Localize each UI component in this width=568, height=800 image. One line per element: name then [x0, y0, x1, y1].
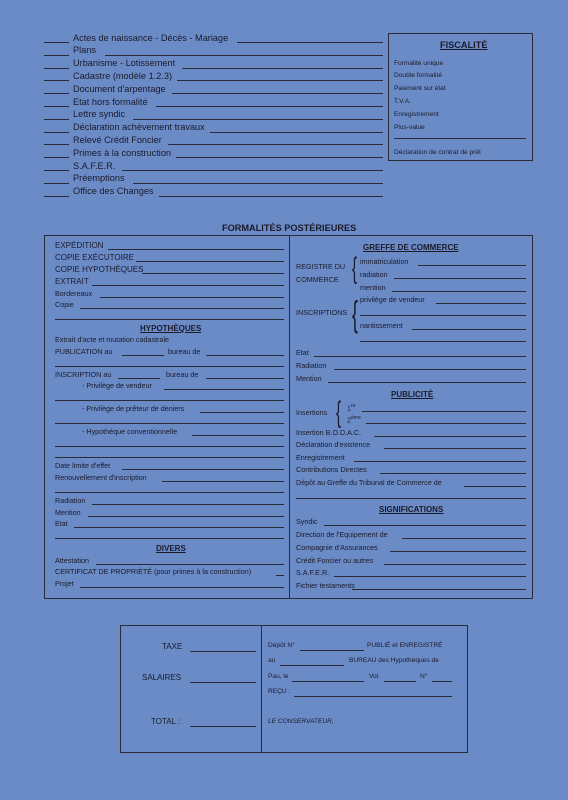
field-blank[interactable] — [142, 273, 284, 274]
field-blank[interactable] — [162, 481, 284, 482]
pau-le-label: Pau, le — [268, 673, 289, 680]
publicite-title: PUBLICITÉ — [391, 390, 434, 399]
field-blank[interactable] — [88, 516, 284, 517]
field-blank[interactable] — [96, 564, 284, 565]
field-blank[interactable] — [352, 589, 526, 590]
checklist-prefix-blank[interactable] — [44, 144, 69, 145]
field-blank[interactable] — [362, 411, 526, 412]
divers-title: DIVERS — [156, 544, 186, 553]
certificat-label: CERTIFICAT DE PROPRIÉTÉ (pour primes à la construction) — [55, 567, 252, 576]
privilege-vendeur-r-label: privilège de vendeur — [360, 295, 425, 304]
field-blank[interactable] — [118, 378, 160, 379]
taxe-label: TAXE — [162, 642, 183, 651]
checklist-fill-blank[interactable] — [182, 68, 383, 69]
field-blank[interactable] — [80, 308, 284, 309]
insertion-2-number: 2 — [347, 415, 351, 425]
field-blank[interactable] — [108, 249, 284, 250]
signification-label: Compagnie d'Assurances — [296, 543, 378, 552]
significations-title: SIGNIFICATIONS — [379, 505, 444, 514]
no-label: N° — [420, 673, 428, 680]
mention-label: Mention — [55, 508, 81, 517]
checklist-item-label: Etat hors formalité — [73, 96, 148, 107]
field-blank[interactable] — [136, 261, 284, 262]
field-blank[interactable] — [122, 355, 164, 356]
field-blank[interactable] — [328, 382, 526, 383]
insertions-label: Insertions — [296, 408, 328, 417]
radiation-sub-label: radiation — [360, 270, 388, 279]
depot-label: Dépôt N° — [268, 642, 295, 649]
bureau-label: bureau de — [168, 347, 201, 356]
field-blank[interactable] — [412, 329, 526, 330]
checklist-fill-blank[interactable] — [122, 170, 383, 171]
signification-label: Crédit Foncier ou autres — [296, 556, 374, 565]
insertion-bodac-label: Insertion B.O.D.A.C. — [296, 428, 362, 437]
checklist-item-label: Actes de naissance - Décès - Mariage — [73, 32, 229, 43]
field-blank[interactable] — [55, 457, 284, 458]
decl-existence-label: Déclaration d'existence — [296, 440, 371, 449]
field-blank[interactable] — [292, 681, 364, 682]
contributions-label: Contributions Directes — [296, 465, 367, 474]
privilege-vendeur-label: - Privilège de vendeur — [82, 381, 152, 390]
checklist-prefix-blank[interactable] — [44, 55, 69, 56]
checklist-fill-blank[interactable] — [159, 196, 383, 197]
field-blank[interactable] — [55, 492, 284, 493]
checklist-prefix-blank[interactable] — [44, 183, 69, 184]
field-blank[interactable] — [294, 696, 452, 697]
greffe-title: GREFFE DE COMMERCE — [363, 243, 459, 252]
left-row-label: COPIE EXÉCUTOIRE — [55, 253, 134, 262]
signification-label: Fichier testaments — [296, 581, 355, 590]
formalites-title: FORMALITÉS POSTÉRIEURES — [222, 223, 357, 233]
field-blank[interactable] — [380, 473, 526, 474]
extrait-acte-label: Extrait d'acte et mutation cadastrale — [55, 335, 170, 344]
inscription-label: INSCRIPTION au — [55, 370, 112, 379]
field-blank[interactable] — [384, 564, 526, 565]
immatriculation-label: immatriculation — [360, 257, 409, 266]
field-blank[interactable] — [55, 538, 284, 539]
field-blank[interactable] — [366, 423, 526, 424]
brace-icon: { — [352, 252, 358, 285]
checklist-item-label: Lettre syndic — [73, 109, 126, 120]
mention-sub-label: mention — [360, 283, 386, 292]
field-blank[interactable] — [206, 355, 284, 356]
field-blank[interactable] — [122, 469, 284, 470]
field-blank[interactable] — [55, 446, 284, 447]
left-row-label: COPIE HYPOTHÈQUES — [55, 265, 144, 274]
inscriptions-label: INSCRIPTIONS — [296, 308, 348, 317]
bureau-label: bureau de — [166, 370, 199, 379]
checklist-fill-blank[interactable] — [133, 183, 383, 184]
field-blank[interactable] — [418, 265, 526, 266]
field-blank[interactable] — [190, 651, 256, 652]
field-blank[interactable] — [390, 551, 526, 552]
enregistrement-label: Enregistrement — [296, 453, 345, 462]
total-label: TOTAL : — [151, 717, 181, 726]
field-blank[interactable] — [374, 436, 526, 437]
hypotheque-conv-label: - Hypothèque conventionnelle — [82, 427, 178, 436]
checklist-prefix-blank[interactable] — [44, 93, 69, 94]
insertion-1-label — [347, 404, 355, 412]
field-blank[interactable] — [360, 315, 526, 316]
renouvellement-label: Renouvellement d'inscription — [55, 473, 147, 482]
brace-icon: { — [336, 396, 342, 429]
radiation-r-label: Radiation — [296, 361, 327, 370]
checklist-item-label: Urbanisme - Lotissement — [73, 58, 176, 69]
field-blank[interactable] — [334, 576, 526, 577]
attestation-label: Attestation — [55, 556, 89, 565]
formalites-divider — [289, 235, 290, 599]
insertion-2-suffix: ème — [351, 415, 361, 421]
checklist-item-label: Préemptions — [73, 173, 125, 184]
left-row-label: Copie — [55, 300, 74, 309]
field-blank[interactable] — [394, 278, 526, 279]
date-limite-label: Date limite d'effet — [55, 461, 111, 470]
left-row-label: EXPÉDITION — [55, 241, 104, 250]
checklist-fill-blank[interactable] — [177, 80, 383, 81]
field-blank[interactable] — [280, 665, 344, 666]
bottom-divider — [261, 625, 262, 753]
field-blank[interactable] — [402, 538, 526, 539]
salaires-label: SALAIRES — [142, 673, 182, 682]
insertion-1-suffix: re — [351, 403, 356, 409]
field-blank[interactable] — [464, 486, 526, 487]
checklist-prefix-blank[interactable] — [44, 132, 69, 133]
au-label: au — [268, 657, 276, 664]
publication-label: PUBLICATION au — [55, 347, 113, 356]
field-blank[interactable] — [100, 297, 284, 298]
field-blank[interactable] — [296, 498, 526, 499]
fiscalite-item: Double formalité — [394, 72, 443, 79]
field-blank[interactable] — [300, 650, 364, 651]
field-blank[interactable] — [314, 356, 526, 357]
field-blank[interactable] — [200, 412, 284, 413]
fiscalite-title: FISCALITÉ — [440, 40, 488, 50]
checklist-fill-blank[interactable] — [237, 42, 383, 43]
etat-r-label: Etat — [296, 348, 309, 357]
registre-label: REGISTRE DU — [296, 262, 346, 271]
field-blank[interactable] — [436, 303, 526, 304]
field-blank[interactable] — [55, 319, 284, 320]
field-blank[interactable] — [324, 525, 526, 526]
checklist-item-label: Relevé Crédit Foncier — [73, 134, 162, 145]
depot-greffe-label: Dépôt au Greffe du Tribunal de Commerce de — [296, 478, 442, 487]
checklist-fill-blank[interactable] — [172, 93, 383, 94]
checklist-fill-blank[interactable] — [176, 157, 383, 158]
conservateur-label: LE CONSERVATEUR, — [268, 718, 334, 725]
field-blank[interactable] — [190, 726, 256, 727]
checklist-item-label: Office des Changes — [73, 186, 154, 197]
left-row-label: EXTRAIT — [55, 277, 89, 286]
field-blank[interactable] — [432, 681, 452, 682]
checklist-prefix-blank[interactable] — [44, 42, 69, 43]
field-blank[interactable] — [92, 504, 284, 505]
field-blank[interactable] — [55, 423, 284, 424]
field-blank[interactable] — [384, 448, 526, 449]
nantissement-label: nantissement — [360, 321, 403, 330]
commerce-label: COMMERCE — [296, 275, 339, 284]
insertion-1-number: 1 — [347, 403, 351, 413]
checklist-prefix-blank[interactable] — [44, 106, 69, 107]
checklist-prefix-blank[interactable] — [44, 80, 69, 81]
projet-label: Projet — [55, 579, 74, 588]
privilege-preteur-label: - Privilège de prêteur de deniers — [82, 404, 185, 413]
field-blank[interactable] — [334, 369, 526, 370]
signification-label: S.A.F.E.R. — [296, 568, 330, 577]
hypotheques-title: HYPOTHÈQUES — [140, 324, 202, 333]
checklist-item-label: Déclaration achèvement travaux — [73, 122, 205, 133]
field-blank[interactable] — [192, 435, 284, 436]
field-blank[interactable] — [354, 461, 526, 462]
field-blank[interactable] — [74, 527, 284, 528]
fiscalite-item: Paiement sur état — [394, 85, 446, 92]
fiscalite-divider — [394, 138, 526, 139]
bureau-hyp-label: BUREAU des Hypothèques de — [349, 657, 439, 664]
fiscalite-item: Plus-value — [394, 124, 425, 131]
signification-label: Direction de l'Equipement de — [296, 530, 388, 539]
fiscalite-item: Enregistrement — [394, 111, 439, 118]
vol-label: Vol. — [369, 673, 380, 680]
checklist-item-label: Document d'arpentage — [73, 83, 166, 94]
checklist-fill-blank[interactable] — [210, 132, 383, 133]
field-blank[interactable] — [392, 291, 526, 292]
field-blank[interactable] — [55, 366, 284, 367]
field-blank[interactable] — [276, 575, 284, 576]
fiscalite-item: T.V.A. — [394, 98, 411, 105]
field-blank[interactable] — [190, 682, 256, 683]
checklist-item-label: Primes à la construction — [73, 147, 172, 158]
checklist-prefix-blank[interactable] — [44, 170, 69, 171]
left-row-label: Bordereaux — [55, 289, 93, 298]
recu-label: REÇU : — [268, 688, 291, 695]
signification-label: Syndic — [296, 517, 318, 526]
checklist-prefix-blank[interactable] — [44, 119, 69, 120]
insertion-2-label — [347, 416, 361, 424]
radiation-label: Radiation — [55, 496, 86, 505]
checklist-fill-blank[interactable] — [168, 144, 383, 145]
checklist-prefix-blank[interactable] — [44, 157, 69, 158]
checklist-prefix-blank[interactable] — [44, 68, 69, 69]
etat-label: Etat — [55, 519, 68, 528]
field-blank[interactable] — [164, 389, 284, 390]
fiscalite-box — [388, 33, 533, 161]
checklist-item-label: S.A.F.E.R. — [73, 160, 116, 171]
checklist-prefix-blank[interactable] — [44, 196, 69, 197]
field-blank[interactable] — [384, 681, 416, 682]
checklist-fill-blank[interactable] — [133, 119, 383, 120]
checklist-fill-blank[interactable] — [156, 106, 383, 107]
brace-icon: { — [352, 293, 359, 334]
checklist-fill-blank[interactable] — [105, 55, 383, 56]
field-blank[interactable] — [206, 378, 284, 379]
checklist-item-label: Plans — [73, 45, 96, 56]
fiscalite-footer: Déclaration de contrat de prêt — [394, 149, 481, 156]
fiscalite-item: Formalité unique — [394, 60, 444, 67]
field-blank[interactable] — [92, 285, 284, 286]
publie-label: PUBLIÉ et ENREGISTRÉ — [367, 642, 443, 649]
mention-r-label: Mention — [296, 374, 322, 383]
field-blank[interactable] — [80, 587, 284, 588]
field-blank[interactable] — [55, 400, 284, 401]
field-blank[interactable] — [360, 341, 526, 342]
checklist-item-label: Cadastre (modèle 1.2.3) — [73, 70, 173, 81]
